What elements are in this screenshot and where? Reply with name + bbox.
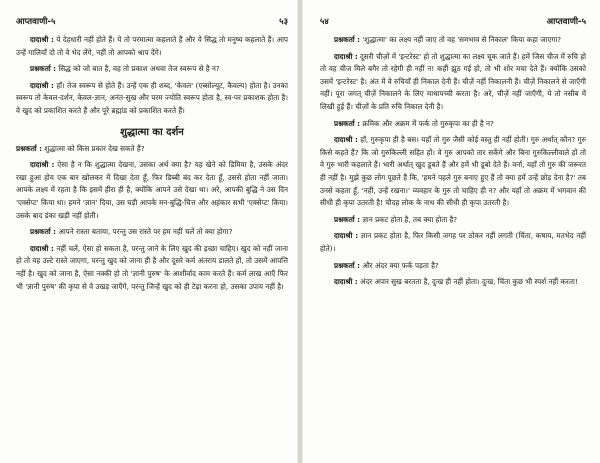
speaker-label: दादाश्री : xyxy=(30,160,55,170)
paragraph-text: ये देहधारी नहीं होते हैं। ये तो परमात्मा कहलाते हैं और ये सिद्ध तो मनुष्य कहलाते हैं। आप उन्हें गालियाँ दो तो वे भेद लेंगे, नहीं तो आपको श्राप देंगे। xyxy=(16,35,288,57)
paragraph-text: शुद्धात्मा को किस प्रकार देख सकते हैं? xyxy=(44,143,145,153)
left-paragraph-7 xyxy=(16,243,288,293)
speaker-label: प्रश्नकर्ता : xyxy=(334,35,361,44)
speaker-label: दादाश्री : xyxy=(334,51,358,61)
speaker-label: प्रश्नकर्ता : xyxy=(16,143,43,153)
left-paragraph-6 xyxy=(16,226,288,239)
right-page xyxy=(302,0,600,463)
section-heading: शुद्धात्मा का दर्शन xyxy=(120,126,184,138)
left-paragraph-2 xyxy=(16,63,288,76)
right-paragraph-7 xyxy=(320,260,586,273)
paragraph-text: ज्ञान प्रकट होता है, तब क्या होता है? xyxy=(362,214,458,224)
paragraph-text: हाँ, गुरुकृपा ही है बस। यहाँ तो गुरु जैसी कोई वस्तु ही नहीं होती। गुरु अर्थात् कौन? गुरु किसे कहते हैं? कि जो गुरुकिल्ली सहित हों। वे गुरु आपको तार सकेंगे और बिना गुरुकिल्लीवाले हों तो वे गुरु भारी कहलाते हैं। भारी अर्थात् खुद डूबते हैं और हमें भी डूबो देते हैं। वर्ना, यहाँ तो गुरु की जरूरत ही नहीं है। मुझे कुछ लोग पूछते हैं कि, 'हमने पहले गुरु बनाए हुए हैं तो क्या हमें उन्हें छोड़ देना है?' तब उनसे कहता हूँ, 'नहीं, उन्हें रखना।' व्यवहार के गुरु तो चाहिए ही न? और यहाँ तो अक्रम में भगवान की सीधी ही कृपा उतरती है! चौदह लोक के नाथ की सीधी ही कृपा उतरती है। xyxy=(320,135,586,208)
speaker-label: प्रश्नकर्ता : xyxy=(334,260,361,270)
speaker-label: दादाश्री : xyxy=(334,277,358,287)
paragraph-text: 'शुद्धात्मा' का लक्ष्य नहीं जाए तो वह 'समभाव से निकाल' किया कहा जाएगा? xyxy=(362,35,562,44)
paragraph-text: दूसरी चीज़ों में 'इन्टरेस्ट' हो तो शुद्धात्मा का लक्ष्य चूक जाते हैं। हमें जिस चीज में रुचि हो तो वह चीज मिले बगैर तो रहेगी ही नहीं न! कहीं झूठ गई हो, तो भी शोर मचा देते हैं। क्योंकि उसको उसमें 'इन्टरेस्ट' है। अंत में वे रुचियाँ ही निकाल देनी हैं। चीज़ें नहीं निकालनी हैं। चीज़ें निकालने से जाएँगी नहीं। पूरा जगत् चीज़ें निकालने के लिए माथापच्ची करता है। अरे, चीज़ें नहीं जाएँगी, ये तो नसीब में लिखी हुई हैं। चीज़ों के प्रति रुचि निकाल देनी है। xyxy=(320,51,586,111)
speaker-label: दादाश्री : xyxy=(30,80,54,90)
right-page-header xyxy=(320,14,586,28)
paragraph-text: क्रमिक और अक्रम में फर्क तो गुरुकृपा का ही है न? xyxy=(362,118,494,128)
paragraph-text: अंदर अपार सुख बरतता है, दुःख ही नहीं होता। दुःख, चिंता कुछ भी स्पर्श नहीं करता! xyxy=(359,277,578,287)
right-page-number: ५४ xyxy=(320,16,329,27)
left-page-number: ५३ xyxy=(279,16,288,27)
left-page xyxy=(0,0,298,463)
left-page-header xyxy=(16,14,288,28)
paragraph-text: हाँ। तेज स्वरूप से होते हैं। उन्हें एक ही शब्द, 'केवल' (एब्सोल्यूट, कैवल्य) होता है। उनका स्वरूप तो केवल-दर्शन, केवल-ज्ञान, अनंत-सुख और परम ज्योति स्वरूप होता है, स्व-पर प्रकाशक होता है। वे खुद को प्रकाशित करते हैं और पूरे ब्रह्मांड को प्रकाशित करते हैं। xyxy=(16,80,288,115)
speaker-label: दादाश्री : xyxy=(30,35,54,44)
speaker-label: प्रश्नकर्ता : xyxy=(30,64,57,74)
speaker-label: प्रश्नकर्ता : xyxy=(30,227,57,237)
paragraph-text: नहीं चलें, ऐसा हो सकता है, परन्तु जाने के लिए खुद की इच्छा चाहिए। खुद को नहीं जाना हो तो वह उल्टे रास्ते जाएगा, परन्तु खुद को जाना ही है और दूसरे कर्म अंतराय डालते हों, तो उसमें आपत्ति नहीं है। खुद को जाना है, ऐसा नक्की हो तो 'ज्ञानी पुरुष' के आशीर्वाद काम करते हैं। कर्म लाख आएँ फिर भी 'ज्ञानी पुरुष' की कृपा से वे उखड़ जाएँगे, परन्तु जिन्हें खुद को ही टेढ़ा करना हो, उसका उपाय नहीं है। xyxy=(16,243,288,291)
right-paragraph-4 xyxy=(320,134,586,210)
paragraph-text: सिद्ध को जो बात है, वह तो प्रकाश अथवा तेज स्वरूप से है न? xyxy=(58,64,220,74)
speaker-label: प्रश्नकर्ता : xyxy=(334,118,361,128)
left-paragraph-3 xyxy=(16,80,288,118)
right-paragraph-2 xyxy=(320,51,586,114)
right-paragraph-3 xyxy=(320,118,586,131)
right-paragraph-5 xyxy=(320,214,586,227)
right-header-title: आप्तवाणी-५ xyxy=(546,16,586,27)
paragraph-text: ऐसा है न कि शुद्धात्मा देखना, उसका अर्थ क्या है? यह खेने को डिमिया है, उसके अंदर रखा हुआ होय एक बार खोलकर में दिखा देता हूँ, फिर डिब्बी बंद कर देता हूँ, उससे होता नहीं जाता। आपके लक्ष्य में रहता है कि इसमें हीरा ही है, क्योंकि आपने उसे देखा था। अरे, आपकी बुद्धि ने उस दिन 'एक्सेप्ट' किया था। हमने 'ज्ञान' दिया, उस घड़ी आपके मन-बुद्धि-चित्त और अहंकार सभी 'एक्सेप्ट' किया। उसके बाद डंका खड़ी नहीं होती। xyxy=(16,160,288,220)
speaker-label: दादाश्री : xyxy=(334,231,359,241)
paragraph-text: और अंदर क्या फर्क पड़ता है? xyxy=(362,260,439,270)
speaker-label: दादाश्री : xyxy=(334,135,358,145)
left-paragraph-5 xyxy=(16,159,288,222)
paragraph-text: आपने रास्ता बताया, परन्तु उस रास्ते पर हम नहीं चलें तो क्या होगा? xyxy=(58,227,233,237)
paragraph-text: ज्ञान प्रकट होता है, फिर किसी जगह पर ठोकर नहीं लगती (चिंता, कषाय, मतभेद नहीं होते)। xyxy=(320,231,586,253)
left-paragraph-1 xyxy=(16,34,288,59)
speaker-label: प्रश्नकर्ता : xyxy=(334,214,361,224)
right-paragraph-1 xyxy=(320,34,586,47)
speaker-label: दादाश्री : xyxy=(30,243,54,253)
right-paragraph-6 xyxy=(320,230,586,255)
right-paragraph-8 xyxy=(320,276,586,289)
left-header-title: आप्तवाणी-५ xyxy=(16,16,56,27)
left-paragraph-4 xyxy=(16,143,288,156)
